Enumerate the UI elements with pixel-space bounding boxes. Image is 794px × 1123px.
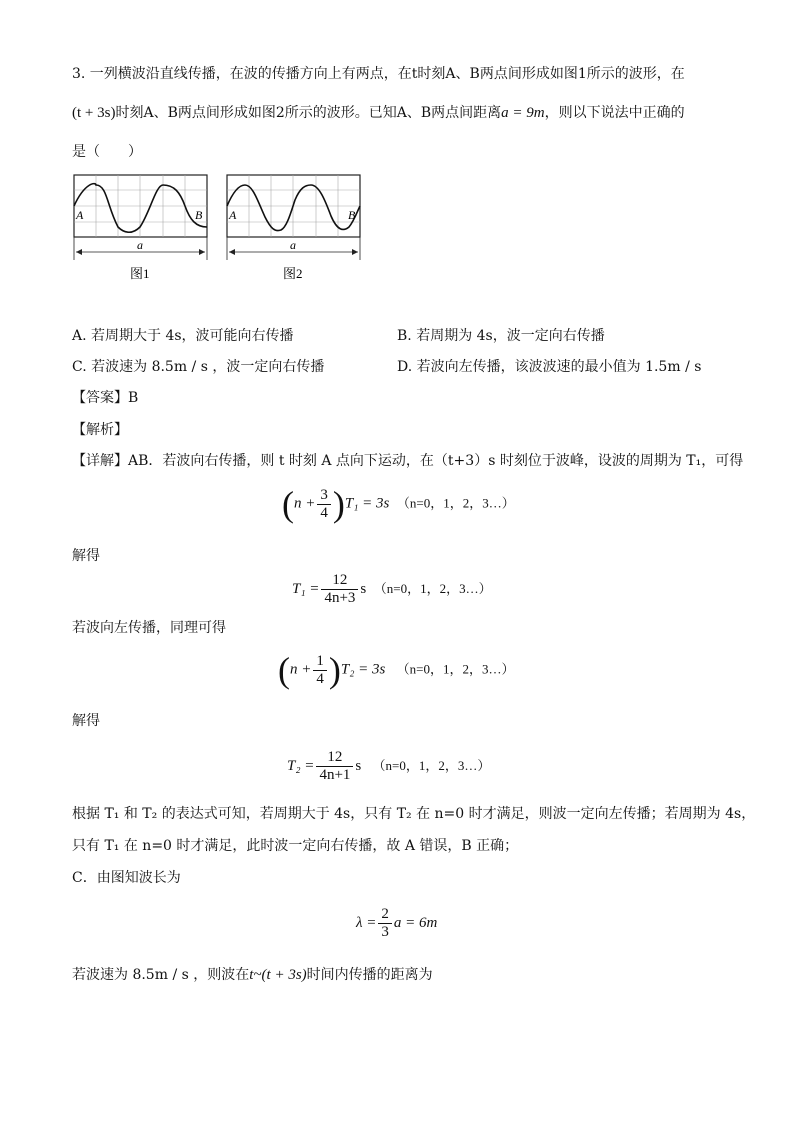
equation-5: λ = $\frac{2}{3}$ a = 6m — [356, 906, 438, 940]
figure-2-label-b: B — [348, 208, 356, 222]
option-a: A. 若周期大于 4s，波可能向右传播 — [72, 328, 294, 344]
question-line-2-tail: ，则以下说法中正确的 — [544, 105, 685, 121]
time-expression: (t + 3s) — [72, 105, 116, 121]
equation-1: (n + $\frac{3}{4}$ )T₁ = 3s （n=0，1，2，3…） — [282, 484, 515, 524]
figure-2-dim-a: a — [290, 238, 296, 252]
equation-2: T₁ = $\frac{12}{4n+3}$ s （n=0，1，2，3…） — [292, 572, 492, 606]
figure-2-label-a: A — [229, 208, 237, 222]
figure-1-caption: 图1 — [130, 266, 150, 281]
detail-paragraph-4: C．由图知波长为 — [72, 870, 181, 886]
option-d: D. 若波向左传播，该波波速的最小值为 1.5m / s — [397, 359, 702, 375]
detail-paragraph-3a: 根据 T₁ 和 T₂ 的表达式可知，若周期大于 4s，只有 T₂ 在 n=0 时才满足，则波一定向左传播；若周期为 4s， — [72, 806, 756, 822]
distance-equation: a = 9m — [501, 105, 545, 121]
question-line-2-text: 时刻A、B两点间形成如图2所示的波形。已知A、B两点间距离 — [115, 105, 502, 121]
solve-label-1: 解得 — [72, 548, 100, 564]
equation-4: T₂ = $\frac{12}{4n+1}$ s （n=0，1，2，3…） — [287, 749, 491, 783]
analysis-heading: 【解析】 — [72, 422, 128, 438]
option-c: C. 若波速为 8.5m / s ，波一定向右传播 — [72, 359, 325, 375]
figure-1-dim-a: a — [137, 238, 143, 252]
detail-paragraph-5: 若波速为 8.5m / s ，则波在t~(t + 3s)时间内传播的距离为 — [72, 967, 433, 983]
detail-paragraph-3b: 只有 T₁ 在 n=0 时才满足，此时波一定向右传播，故 A 错误，B 正确； — [72, 838, 519, 854]
question-line-3: 是（ ） — [72, 144, 142, 160]
question-line-2 — [72, 103, 685, 123]
equation-3: (n + $\frac{1}{4}$ )T₂ = 3s （n=0，1，2，3…） — [278, 650, 515, 690]
figure-1-label-b: B — [195, 208, 203, 222]
wave-figures — [70, 172, 370, 287]
option-b: B. 若周期为 4s，波一定向右传播 — [397, 328, 605, 344]
figure-2 — [227, 175, 360, 281]
solve-label-2: 解得 — [72, 713, 100, 729]
figure-1 — [74, 175, 207, 281]
detail-paragraph-1: 【详解】AB．若波向右传播，则 t 时刻 A 点向下运动，在（t+3）s 时刻位于波峰，设波的周期为 T₁，可得 — [72, 453, 744, 469]
answer: 【答案】B — [72, 390, 139, 406]
question-line-1: 3. 一列横波沿直线传播，在波的传播方向上有两点，在t时刻A、B两点间形成如图1所示的波形，在 — [72, 66, 685, 82]
detail-paragraph-2: 若波向左传播，同理可得 — [72, 620, 226, 636]
figure-2-caption: 图2 — [283, 266, 303, 281]
time-interval-expression: t~(t + 3s) — [249, 967, 307, 983]
figure-1-label-a: A — [76, 208, 84, 222]
